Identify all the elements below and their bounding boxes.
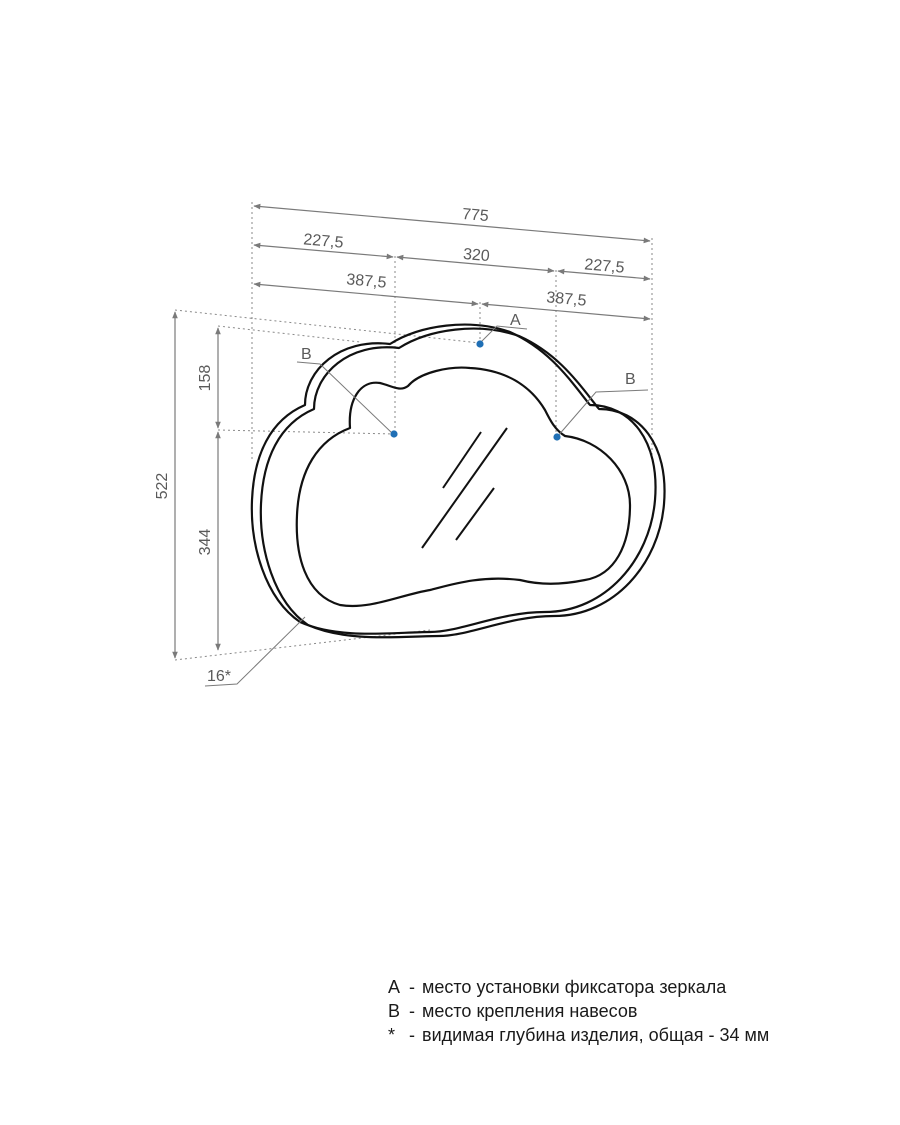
mount-points (390, 340, 560, 440)
leader-b-right (557, 390, 648, 437)
legend-text: место установки фиксатора зеркала (422, 977, 727, 997)
label-344: 344 (197, 528, 214, 556)
legend (388, 975, 769, 1047)
vertical-dimension-lines (175, 312, 218, 658)
legend-separator: - (409, 1001, 415, 1021)
dimension-labels (154, 206, 625, 685)
label-775: 775 (461, 205, 490, 226)
mirror-outer-back-edge (252, 325, 656, 634)
legend-key: * (388, 1025, 396, 1045)
label-227-left: 227,5 (302, 231, 345, 252)
hanger-point-b-right (553, 433, 560, 440)
legend-row-a (388, 975, 769, 999)
legend-separator: - (409, 977, 415, 997)
label-522: 522 (154, 472, 171, 500)
marker-b-left: B (301, 346, 312, 363)
hanger-point-b-left (390, 430, 397, 437)
mirror-outer-edge (261, 329, 665, 638)
legend-row-asterisk (388, 1023, 769, 1047)
legend-row-b (388, 999, 769, 1023)
marker-b-right: B (625, 371, 636, 388)
leader-b-left (297, 362, 393, 434)
cloud-mirror (252, 325, 665, 638)
label-depth: 16* (206, 668, 232, 685)
legend-key: A (388, 977, 401, 997)
mirror-glass-edge (297, 368, 630, 606)
legend-key: B (388, 1001, 401, 1021)
label-387-left: 387,5 (345, 271, 388, 292)
extension-lines (175, 202, 652, 660)
legend-separator: - (409, 1025, 415, 1045)
label-320: 320 (462, 245, 491, 266)
marker-labels (301, 312, 636, 388)
legend-text: место крепления навесов (422, 1001, 638, 1021)
label-387-right: 387,5 (545, 289, 588, 310)
glass-reflection (422, 428, 507, 548)
legend-text: видимая глубина изделия, общая - 34 мм (422, 1025, 770, 1045)
marker-a: A (510, 312, 521, 329)
label-158: 158 (197, 364, 214, 392)
fixator-point-a (476, 340, 483, 347)
label-227-right: 227,5 (583, 256, 626, 277)
